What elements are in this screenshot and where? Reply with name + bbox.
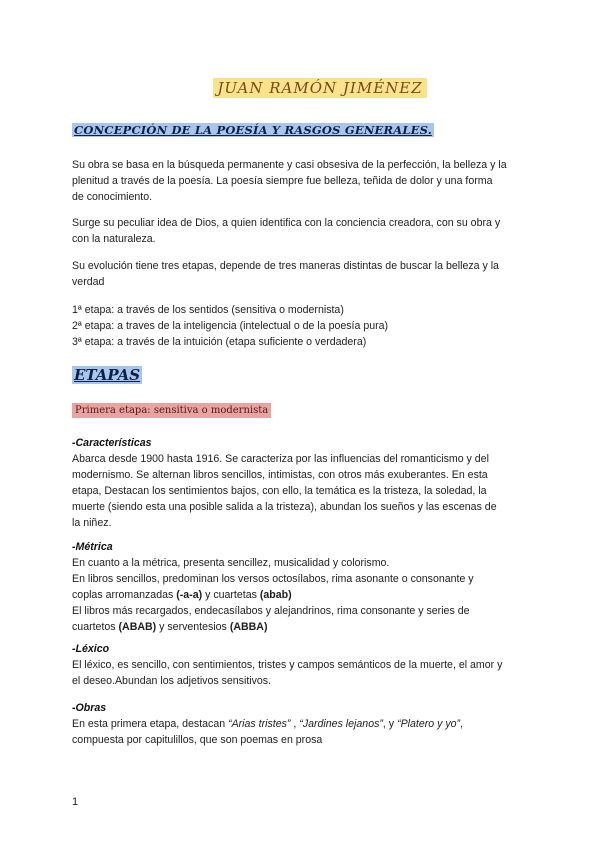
text-span: , [290, 718, 300, 730]
document-title-text: JUAN RAMÓN JIMÉNEZ [213, 78, 426, 98]
text-span: coplas arromanzadas [72, 589, 177, 601]
text-span: y cuartetas [202, 589, 260, 601]
metrica-paragraph [72, 555, 532, 635]
intro-paragraph-2 [72, 215, 532, 247]
text-line: En cuanto a la métrica, presenta sencillez, musicalidad y colorismo. [72, 557, 390, 569]
text-line: muerte (siendo esta una posible salida a la tristeza), abundan los sueños y las escenas de [72, 501, 497, 513]
text-line [72, 716, 532, 732]
text-line: Su evolución tiene tres etapas, depende de tres maneras distintas de buscar la belleza y la [72, 260, 499, 272]
text-line: El léxico, es sencillo, con sentimientos, tristes y campos semánticos de la muerte, el amor y [72, 659, 503, 671]
text-line: de conocimiento. [72, 191, 153, 203]
text-line: verdad [72, 276, 105, 288]
stages-list [72, 302, 532, 350]
text-line: el deseo.Abundan los adjetivos sensitivos. [72, 675, 272, 687]
text-span: cuartetos [72, 621, 119, 633]
text-line: etapa, Destacan los sentimientos bajos, con ello, la temática es la tristeza, la soledad, la [72, 485, 487, 497]
text-span: y serventesios [156, 621, 230, 633]
text-line: compuesta por capitulillos, que son poemas en prosa [72, 734, 323, 746]
text-line: la niñez. [72, 517, 112, 529]
section-heading-concepcion: CONCEPCIÓN DE LA POESÍA Y RASGOS GENERALES. [74, 123, 432, 137]
obras-paragraph [72, 716, 532, 748]
text-line: Abarca desde 1900 hasta 1916. Se caracteriza por las influencias del romanticismo y del [72, 453, 489, 465]
text-line: modernismo. Se alternan libros sencillos, intimistas, con otros más exuberantes. En esta [72, 469, 488, 481]
intro-paragraph-3 [72, 258, 532, 290]
work-title: “Platero y yo” [397, 718, 461, 730]
text-line: El libros más recargados, endecasílabos y alejandrinos, rima consonante y series de [72, 605, 470, 617]
stage-heading: Primera etapa: sensitiva o modernista [72, 403, 271, 418]
text-line [72, 587, 532, 603]
lexico-paragraph [72, 657, 532, 689]
caracteristicas-paragraph [72, 451, 532, 531]
intro-paragraph-1 [72, 157, 532, 205]
list-item: 3ª etapa: a través de la intuición (etapa suficiente o verdadera) [72, 336, 367, 348]
rhyme-pattern: (abab) [259, 589, 292, 601]
list-item: 1ª etapa: a través de los sentidos (sensitiva o modernista) [72, 304, 344, 316]
lexico-label: -Léxico [72, 643, 110, 655]
rhyme-pattern: (-a-a) [176, 589, 203, 601]
text-line: plenitud a través de la poesía. La poesía siempre fue belleza, teñida de dolor y una forma [72, 175, 493, 187]
text-line: En libros sencillos, predominan los versos octosílabos, rima asonante o consonante y [72, 573, 474, 585]
text-span: , y [382, 718, 398, 730]
section-heading-etapas: ETAPAS [74, 366, 141, 384]
caracteristicas-label: -Características [72, 437, 152, 449]
text-line: Surge su peculiar idea de Dios, a quien identifica con la conciencia creadora, con su obra y [72, 217, 501, 229]
rhyme-pattern: (ABAB) [118, 621, 157, 633]
document-title [0, 78, 600, 98]
rhyme-pattern: (ABBA) [229, 621, 268, 633]
page-number: 1 [72, 796, 79, 808]
text-line: Su obra se basa en la búsqueda permanente y casi obsesiva de la perfección, la belleza y la [72, 159, 507, 171]
metrica-label: -Métrica [72, 541, 113, 553]
work-title: “Arias tristes” [228, 718, 291, 730]
obras-label: -Obras [72, 702, 107, 714]
list-item: 2ª etapa: a traves de la inteligencia (intelectual o de la poesía pura) [72, 320, 389, 332]
text-line [72, 619, 532, 635]
text-line: con la naturaleza. [72, 233, 156, 245]
text-span: , [460, 718, 464, 730]
text-span: En esta primera etapa, destacan [72, 718, 229, 730]
work-title: “Jardines lejanos” [299, 718, 383, 730]
